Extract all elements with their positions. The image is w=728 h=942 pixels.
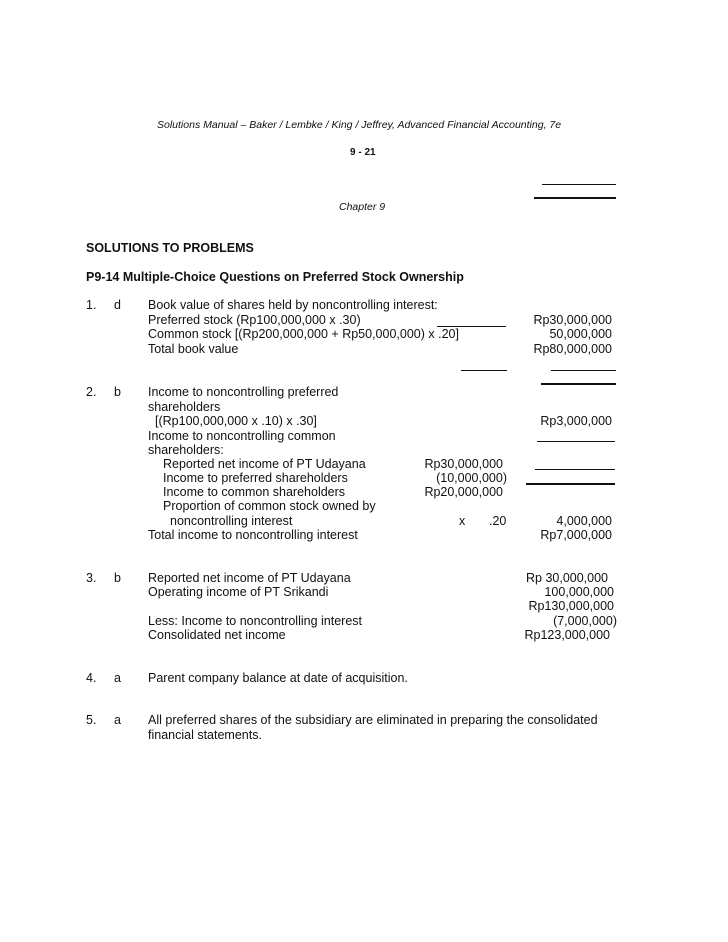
q2-line7-amount: (10,000,000)	[436, 471, 507, 485]
q2-number: 2.	[86, 385, 97, 399]
q3-number: 3.	[86, 571, 97, 585]
q3-line3-amount: Rp130,000,000	[528, 599, 614, 613]
q4-text: Parent company balance at date of acquisition.	[148, 671, 408, 685]
q3-answer: b	[114, 571, 121, 585]
q5-line2: financial statements.	[148, 728, 262, 742]
q5-line1: All preferred shares of the subsidiary are eliminated in preparing the consolidated	[148, 713, 598, 727]
q3-line2: Operating income of PT Srikandi	[148, 585, 329, 599]
q2-multiply-sign: x	[459, 514, 466, 528]
q2-proportion: .20	[489, 514, 507, 528]
q2-line6-amount: Rp30,000,000	[424, 457, 503, 471]
q1-rule-b	[461, 370, 507, 371]
q2-line3-amount: Rp3,000,000	[540, 414, 612, 428]
q3-line4-amount: (7,000,000)	[553, 614, 617, 628]
q1-line2: Preferred stock (Rp100,000,000 x .30)	[148, 313, 361, 327]
manual-header: Solutions Manual – Baker / Lembke / King / Jeffrey, Advanced Financial Accounting, 7e	[157, 119, 562, 131]
q2-line2: shareholders	[148, 400, 221, 414]
q2-line10-amount: 4,000,000	[556, 514, 612, 528]
q2-line11: Total income to noncontrolling interest	[148, 528, 358, 542]
q2-rule-c	[526, 483, 615, 485]
q1-answer: d	[114, 298, 121, 312]
q3-line5-amount: Rp123,000,000	[524, 628, 610, 642]
q2-answer: b	[114, 385, 121, 399]
q1-rule-d	[541, 383, 616, 385]
q2-rule-b	[535, 469, 615, 470]
q1-line3-amount: 50,000,000	[549, 327, 612, 341]
q1-line4-amount: Rp80,000,000	[533, 342, 612, 356]
q2-rule-a	[537, 441, 615, 442]
q4-answer: a	[114, 671, 121, 685]
q5-answer: a	[114, 713, 121, 727]
section-title: SOLUTIONS TO PROBLEMS	[86, 241, 254, 255]
q1-line1: Book value of shares held by noncontrolling interest:	[148, 298, 438, 312]
q2-line3: [(Rp100,000,000 x .10) x .30]	[155, 414, 317, 428]
q1-rule-c	[551, 370, 616, 371]
chapter-label: Chapter 9	[339, 201, 386, 213]
q1-number: 1.	[86, 298, 97, 312]
q2-line9: Proportion of common stock owned by	[163, 499, 376, 513]
q3-line2-amount: 100,000,000	[544, 585, 614, 599]
q2-line4: Income to noncontrolling common	[148, 429, 336, 443]
page-number: 9 - 21	[350, 147, 376, 158]
q5-number: 5.	[86, 713, 97, 727]
header-rule-1	[542, 184, 616, 185]
q2-line6: Reported net income of PT Udayana	[163, 457, 366, 471]
q3-line1-amount: Rp 30,000,000	[526, 571, 609, 585]
q3-line5: Consolidated net income	[148, 628, 286, 642]
q1-line2-amount: Rp30,000,000	[533, 313, 612, 327]
q3-line4: Less: Income to noncontrolling interest	[148, 614, 363, 628]
q2-line1: Income to noncontrolling preferred	[148, 385, 339, 399]
q2-line8-amount: Rp20,000,000	[424, 485, 503, 499]
q1-line3: Common stock [(Rp200,000,000 + Rp50,000,000) x .20]	[148, 327, 459, 341]
q1-line4: Total book value	[148, 342, 239, 356]
q2-line10: noncontrolling interest	[170, 514, 293, 528]
q2-line8: Income to common shareholders	[163, 485, 346, 499]
q4-number: 4.	[86, 671, 97, 685]
q2-line5: shareholders:	[148, 443, 224, 457]
q3-line1: Reported net income of PT Udayana	[148, 571, 351, 585]
header-rule-2	[534, 197, 616, 199]
q2-line11-amount: Rp7,000,000	[540, 528, 612, 542]
q2-line7: Income to preferred shareholders	[163, 471, 348, 485]
problem-title: P9-14 Multiple-Choice Questions on Preferred Stock Ownership	[86, 270, 464, 284]
